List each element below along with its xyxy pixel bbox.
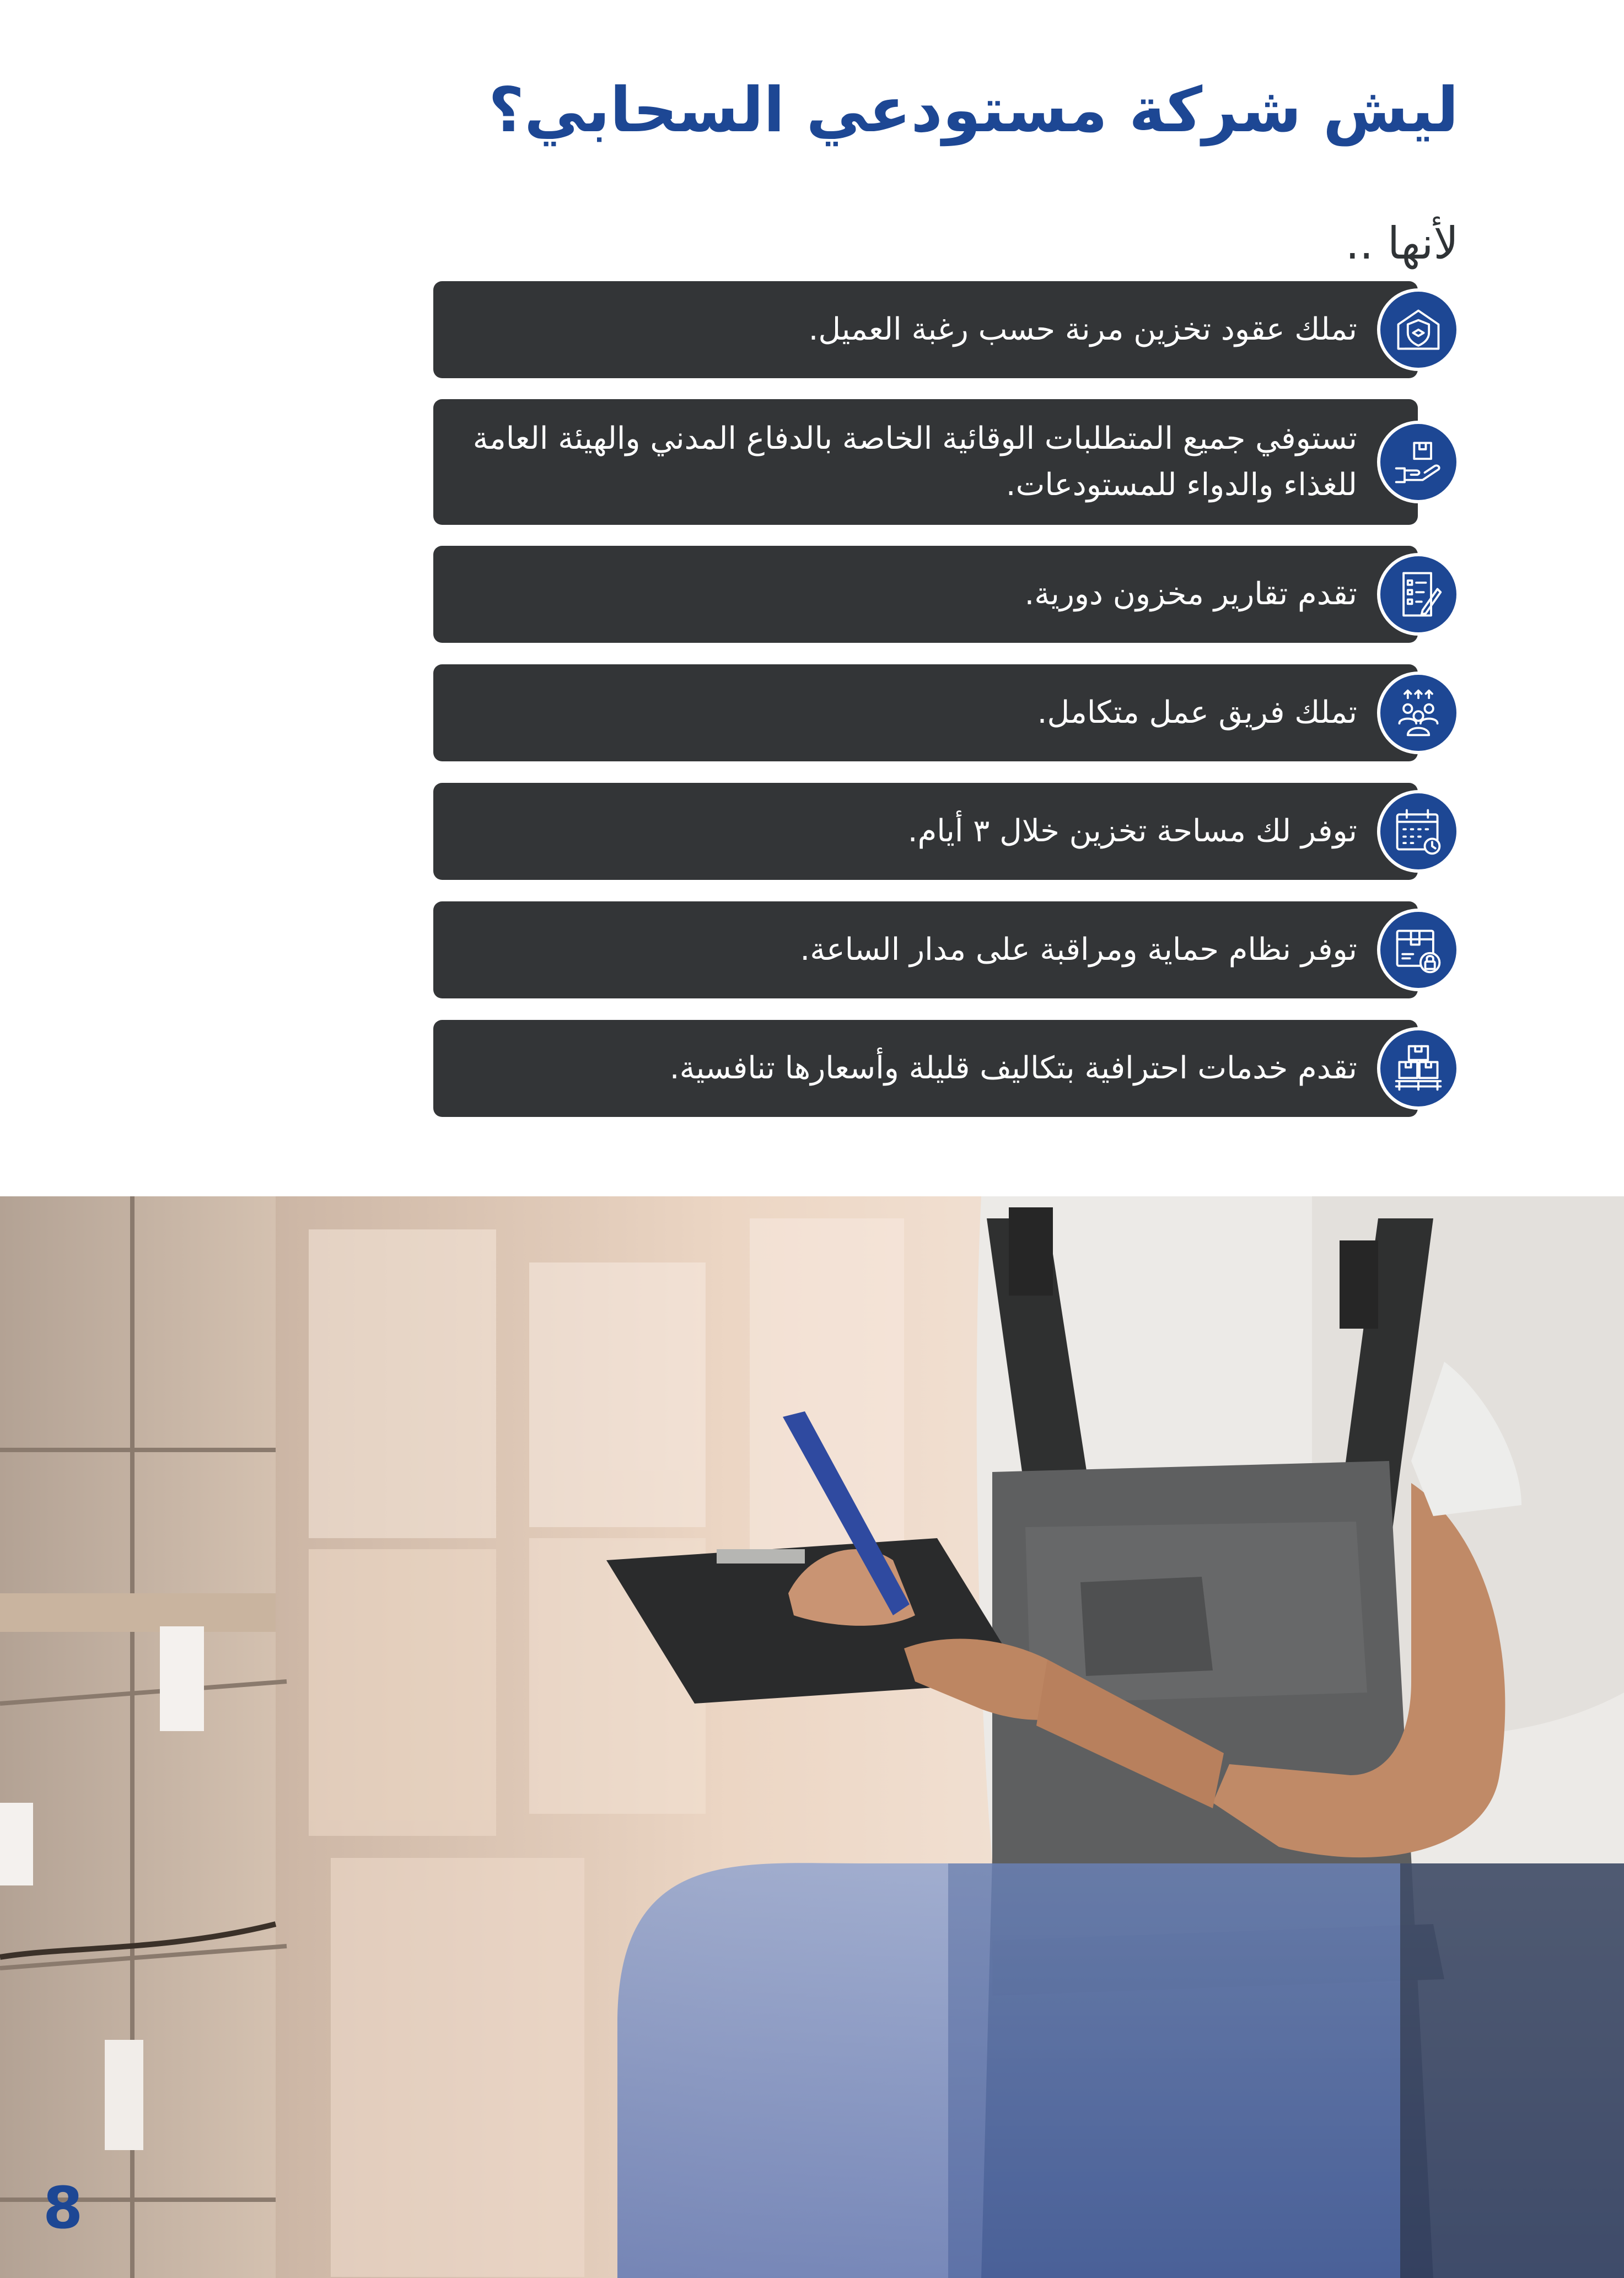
feature-text: توفر نظام حماية ومراقبة على مدار الساعة. xyxy=(800,932,1357,968)
feature-item xyxy=(433,664,1418,761)
feature-text: تستوفي جميع المتطلبات الوقائية الخاصة بالدفاع المدني والهيئة العامة للغذاء والدواء للمستودعات. xyxy=(472,421,1357,503)
page-number: 8 xyxy=(43,2174,83,2242)
feature-text: تقدم خدمات احترافية بتكاليف قليلة وأسعارها تنافسية. xyxy=(669,1050,1357,1086)
feature-text: تملك عقود تخزين مرنة حسب رغبة العميل. xyxy=(808,311,1357,347)
feature-item xyxy=(433,281,1418,378)
report-checklist-icon xyxy=(1377,553,1460,636)
warehouse-shield-icon xyxy=(1377,288,1460,371)
feature-item xyxy=(433,399,1418,525)
feature-item xyxy=(433,901,1418,998)
page-subtitle: لأنها .. xyxy=(1345,218,1459,269)
feature-text: تملك فريق عمل متكامل. xyxy=(1037,695,1357,730)
calendar-clock-icon xyxy=(1377,790,1460,873)
team-icon xyxy=(1377,671,1460,754)
page-title: ليش شركة مستودعي السحابي؟ xyxy=(488,74,1459,146)
box-lock-icon xyxy=(1377,909,1460,991)
hand-box-icon xyxy=(1377,421,1460,503)
feature-item xyxy=(433,1020,1418,1117)
warehouse-worker-photo xyxy=(0,1196,1624,2278)
feature-text: تقدم تقارير مخزون دورية. xyxy=(1024,576,1357,612)
feature-item xyxy=(433,546,1418,643)
pallet-boxes-icon xyxy=(1377,1027,1460,1110)
feature-item xyxy=(433,783,1418,880)
feature-text: توفر لك مساحة تخزين خلال ٣ أيام. xyxy=(907,813,1357,849)
